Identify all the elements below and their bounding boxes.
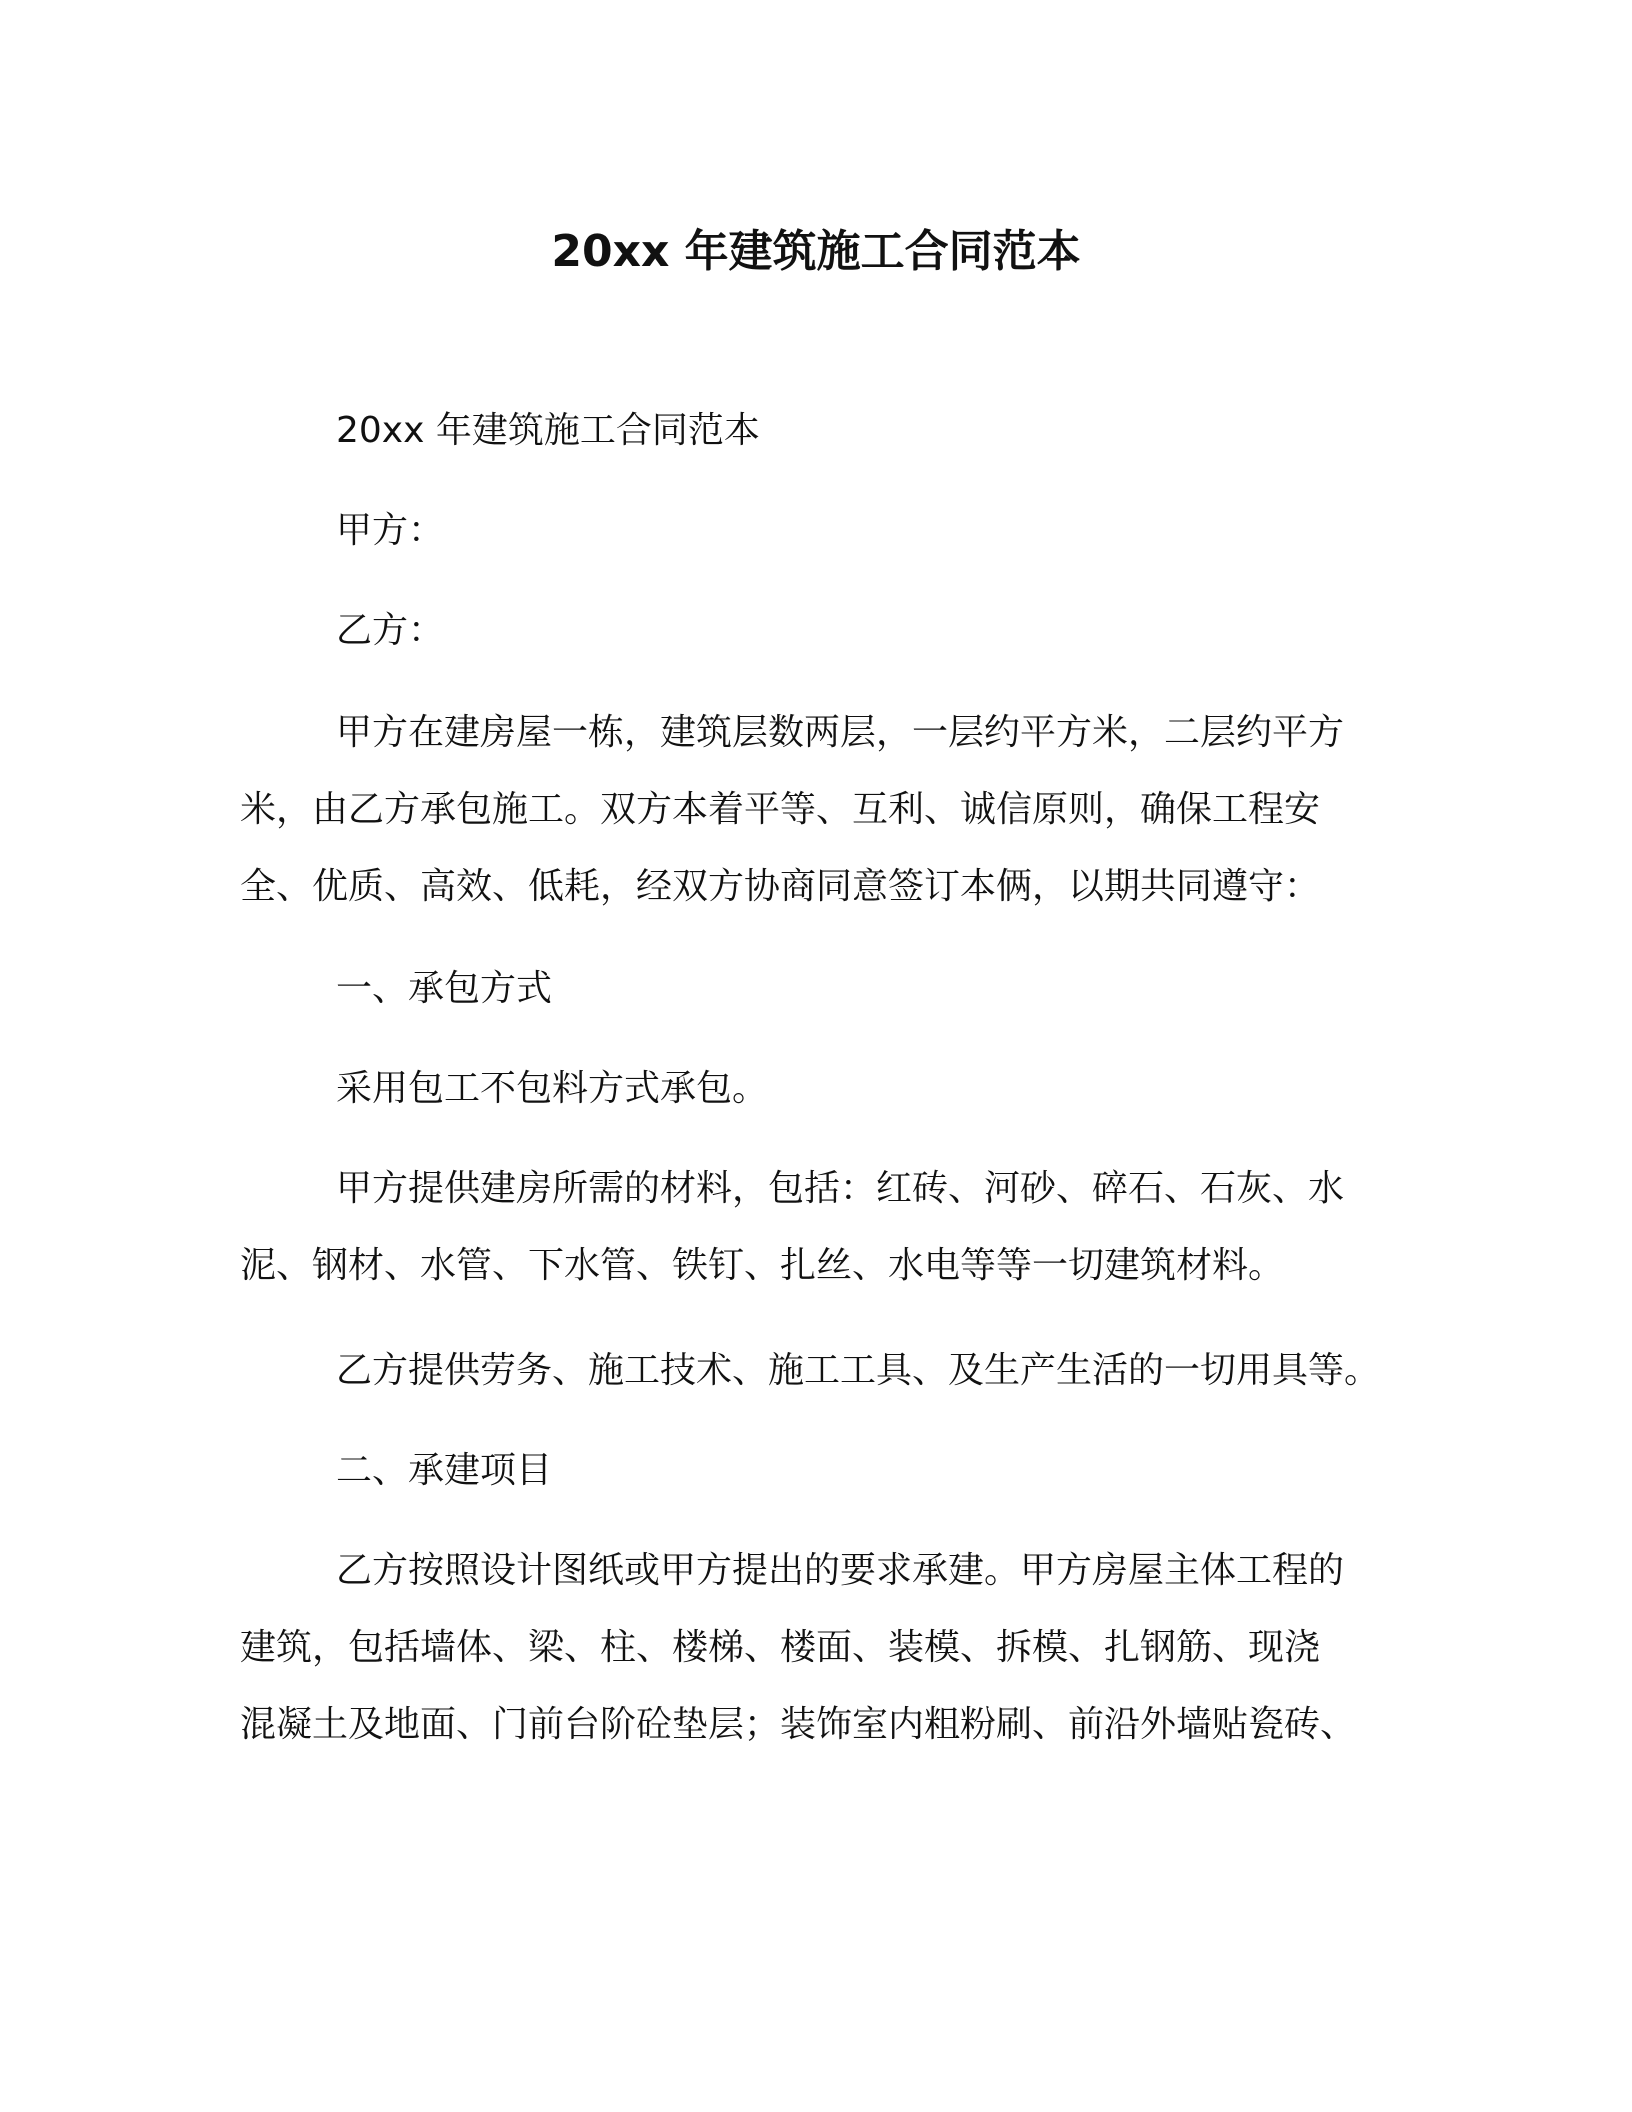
intro-line-2: 米，由乙方承包施工。双方本着平等、互利、诚信原则，确保工程安	[240, 789, 1321, 830]
section-1-p1-text: 采用包工不包料方式承包。	[336, 1068, 769, 1109]
section-2-heading	[240, 1432, 1390, 1509]
party-a-line	[240, 492, 1390, 569]
subtitle-paragraph	[240, 392, 1390, 469]
subtitle-text: 20xx 年建筑施工合同范本	[336, 410, 760, 451]
section-2-p1-line-2: 建筑，包括墙体、梁、柱、楼梯、楼面、装模、拆模、扎钢筋、现浇	[240, 1627, 1321, 1668]
intro-paragraph	[240, 694, 1390, 925]
section-1-heading	[240, 950, 1390, 1027]
party-a-label: 甲方：	[336, 510, 445, 551]
section-2-heading-text: 二、承建项目	[336, 1450, 553, 1491]
party-b-label: 乙方：	[336, 610, 445, 651]
section-2-paragraph-1	[240, 1532, 1390, 1763]
section-1-p3-text: 乙方提供劳务、施工技术、施工工具、及生产生活的一切用具等。	[336, 1350, 1381, 1391]
section-1-heading-text: 一、承包方式	[336, 968, 553, 1009]
section-1-p2-line-1: 甲方提供建房所需的材料，包括：红砖、河砂、碎石、石灰、水	[336, 1168, 1345, 1209]
section-2-p1-line-1: 乙方按照设计图纸或甲方提出的要求承建。甲方房屋主体工程的	[336, 1550, 1345, 1591]
section-1-paragraph-1	[240, 1050, 1390, 1127]
document-title: 20xx 年建筑施工合同范本	[551, 226, 1081, 277]
section-1-p2-line-2: 泥、钢材、水管、下水管、铁钉、扎丝、水电等等一切建筑材料。	[240, 1245, 1285, 1286]
section-1-paragraph-3	[240, 1332, 1390, 1409]
section-2-p1-line-3: 混凝土及地面、门前台阶砼垫层；装饰室内粗粉刷、前沿外墙贴瓷砖、	[240, 1704, 1357, 1745]
party-b-line	[240, 592, 1390, 669]
intro-line-1: 甲方在建房屋一栋，建筑层数两层，一层约平方米，二层约平方	[336, 712, 1345, 753]
section-1-paragraph-2	[240, 1150, 1390, 1304]
intro-line-3: 全、优质、高效、低耗，经双方协商同意签订本俩，以期共同遵守：	[240, 866, 1321, 907]
